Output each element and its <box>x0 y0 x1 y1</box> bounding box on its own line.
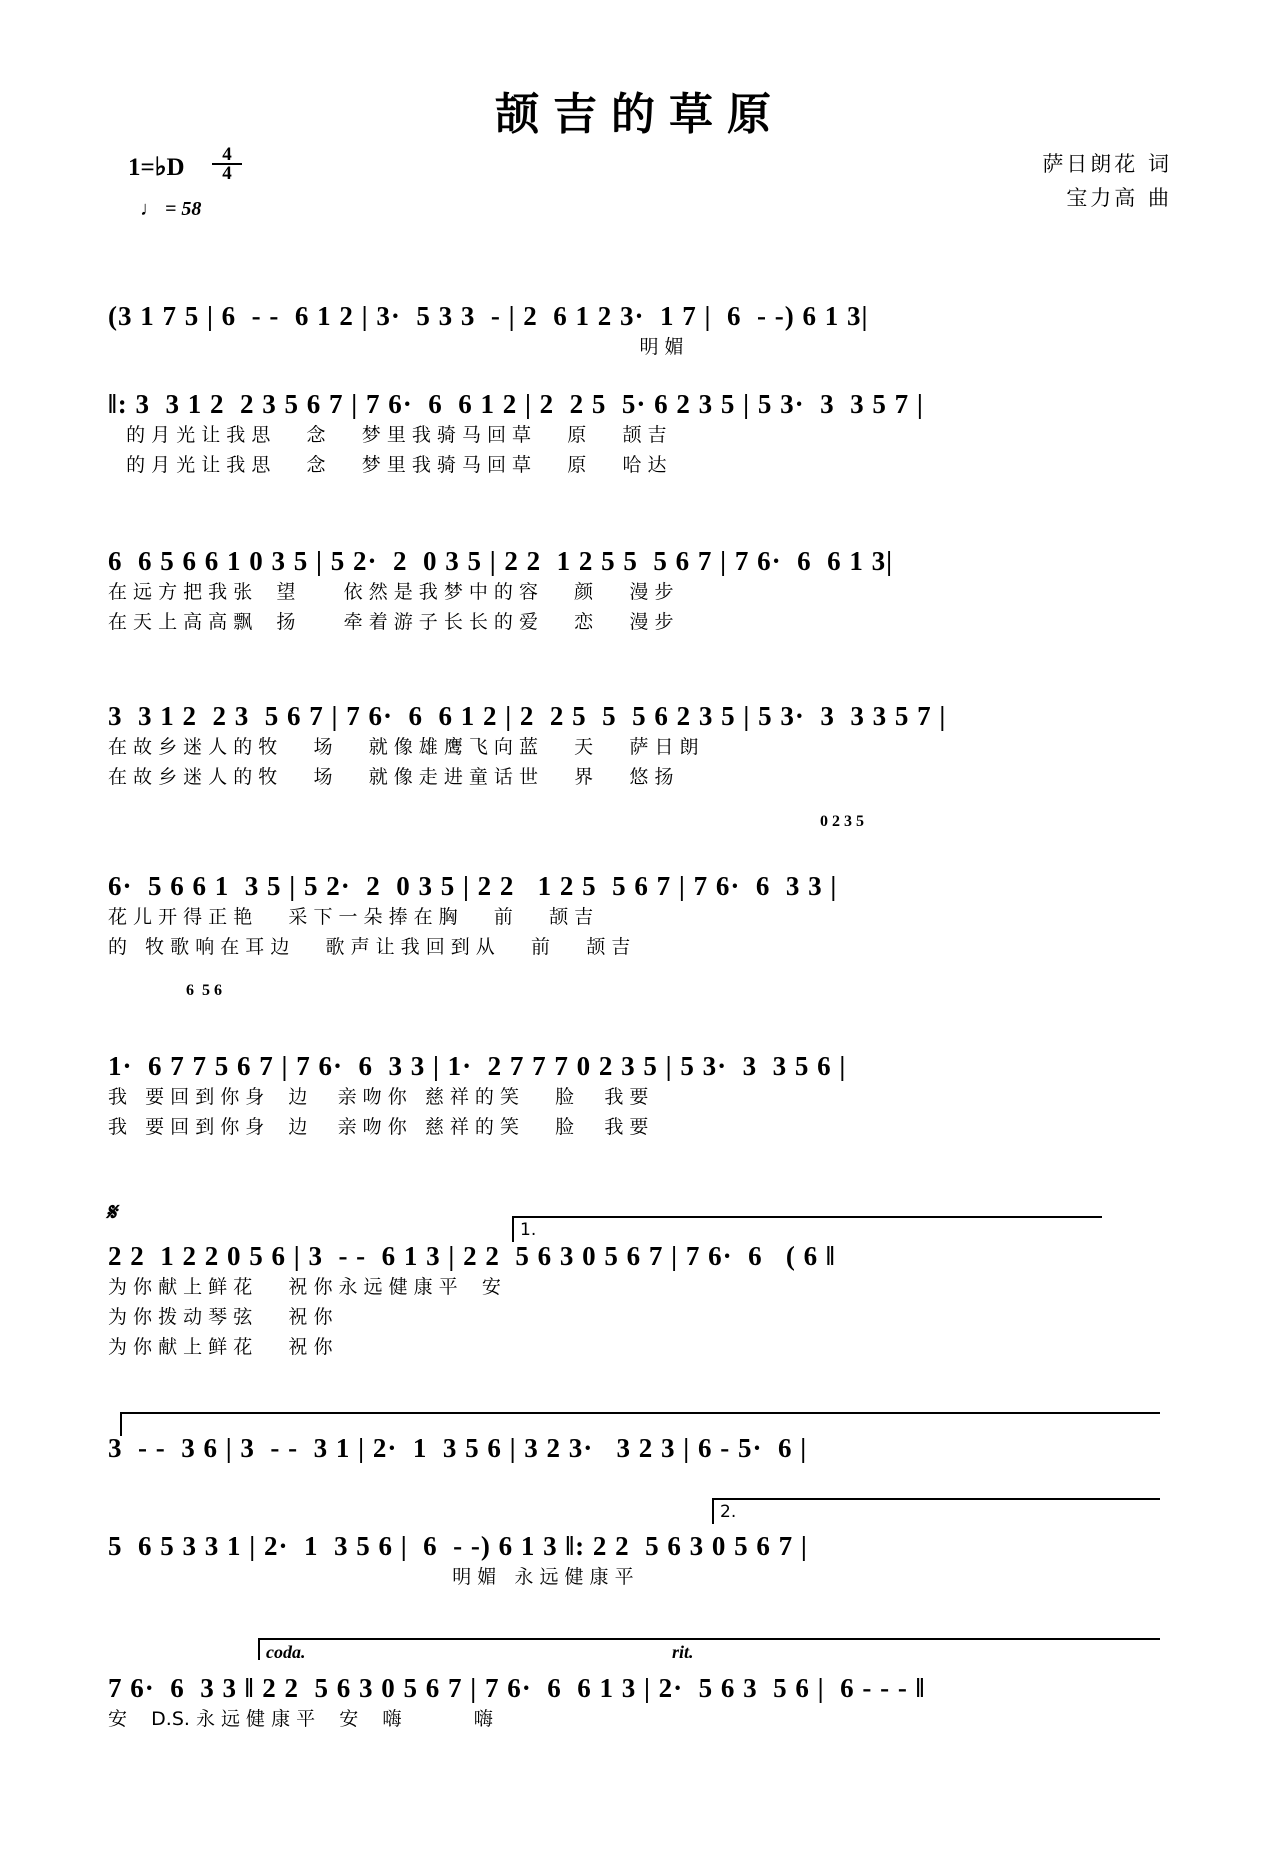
lyrics-verse-6-row-2: 为 你 拨 动 琴 弦 祝 你 <box>108 1306 333 1328</box>
system-coda-2 <box>108 1530 1178 1592</box>
lyrics-verse-6-row-1: 为 你 献 上 鲜 花 祝 你 永 远 健 康 平 安 <box>108 1276 501 1298</box>
time-signature-denominator: 4 <box>222 163 232 184</box>
system-verse-2 <box>108 545 1178 637</box>
system-verse-5 <box>108 1050 1178 1142</box>
lyrics-verse-3-row-1: 在 故 乡 迷 人 的 牧 场 就 像 雄 鹰 飞 向 蓝 天 萨 日 朗 <box>108 736 699 758</box>
lyrics-verse-1-row-2: 的 月 光 让 我 思 念 梦 里 我 骑 马 回 草 原 哈 达 <box>108 454 667 476</box>
notes-coda-2: 5 6 5 3 3 1 | 2· 1 3 5 6 | 6 - -) 6 1 3 ‖: 2 2 5 6 3 0 5 6 7 | <box>108 1531 808 1561</box>
time-signature <box>212 146 242 182</box>
notes-verse-4: 6· 5 6 6 1 3 5 | 5 2· 2 0 3 5 | 2 2 1 2 5 5 6 7 | 7 6· 6 3 3 | <box>108 871 838 901</box>
lyrics-verse-5-row-2: 我 要 回 到 你 身 边 亲 吻 你 慈 祥 的 笑 脸 我 要 <box>108 1116 649 1138</box>
lyrics-verse-6-row-3: 为 你 献 上 鲜 花 祝 你 <box>108 1336 333 1358</box>
lyrics-verse-4-row-2: 的 牧 歌 响 在 耳 边 歌 声 让 我 回 到 从 前 颉 吉 <box>108 936 631 958</box>
lyrics-intro-1: 明 媚 <box>108 336 684 358</box>
lyrics-verse-5-row-1: 我 要 回 到 你 身 边 亲 吻 你 慈 祥 的 笑 脸 我 要 <box>108 1086 649 1108</box>
notes-coda-1: 3 - - 3 6 | 3 - - 3 1 | 2· 1 3 5 6 | 3 2 3· 3 2 3 | 6 - 5· 6 | <box>108 1433 808 1463</box>
notes-verse-6: 2 2 1 2 2 0 5 6 | 3 - - 6 1 3 | 2 2 5 6 3 0 5 6 7 | 7 6· 6 ( 6 ‖ <box>108 1241 836 1271</box>
coda-label: coda. <box>266 1642 306 1662</box>
system-verse-1 <box>108 388 1178 480</box>
system-coda-1 <box>108 1432 1178 1464</box>
segno-icon: 𝄋 <box>106 1200 117 1226</box>
second-ending-bracket-tick <box>712 1498 714 1524</box>
coda-bracket-line-1 <box>120 1412 1160 1414</box>
lyrics-verse-2-row-2: 在 天 上 高 高 飘 扬 牵 着 游 子 长 长 的 爱 恋 漫 步 <box>108 611 674 633</box>
rit-label: rit. <box>672 1642 694 1662</box>
notes-verse-1: ‖: 3 3 1 2 2 3 5 6 7 | 7 6· 6 6 1 2 | 2 2 5 5· 6 2 3 5 | 5 3· 3 3 5 7 | <box>108 389 924 419</box>
notes-intro: (3 1 7 5 | 6 - - 6 1 2 | 3· 5 3 3 - | 2 6 1 2 3· 1 7 | 6 - -) 6 1 3| <box>108 301 869 331</box>
small-notes-verse-4: 6 5 6 <box>186 982 222 999</box>
system-coda-3 <box>108 1672 1178 1734</box>
coda-bracket-tick-2 <box>258 1638 260 1660</box>
first-ending-bracket-line <box>512 1216 1102 1218</box>
coda-bracket-line-2 <box>258 1638 1160 1640</box>
lyrics-verse-1-row-1: 的 月 光 让 我 思 念 梦 里 我 骑 马 回 草 原 颉 吉 <box>108 424 667 446</box>
page-title: 颉吉的草原 <box>495 89 785 140</box>
second-ending-bracket-line <box>712 1498 1160 1500</box>
system-verse-6 <box>108 1240 1178 1362</box>
tempo-marking: ♩ = 58 <box>140 198 202 220</box>
first-ending-label: 1. <box>520 1220 537 1240</box>
time-signature-numerator: 4 <box>212 146 242 165</box>
system-intro <box>108 300 1178 362</box>
first-ending-bracket-tick <box>512 1216 514 1242</box>
lyrics-coda-3: 安 D.S. 永 远 健 康 平 安 嗨 嗨 <box>108 1708 493 1730</box>
lyrics-verse-3-row-2: 在 故 乡 迷 人 的 牧 场 就 像 走 进 童 话 世 界 悠 扬 <box>108 766 674 788</box>
composer-credit: 宝力高 曲 <box>1066 186 1172 210</box>
lyrics-verse-4-row-1: 花 儿 开 得 正 艳 采 下 一 朵 捧 在 胸 前 颉 吉 <box>108 906 594 928</box>
small-notes-verse-3: 0 2 3 5 <box>820 813 864 830</box>
second-ending-label: 2. <box>720 1502 737 1522</box>
lyricist-credit: 萨日朗花 词 <box>1042 152 1172 176</box>
key-signature: 1=♭D <box>128 154 185 181</box>
lyrics-verse-2-row-1: 在 远 方 把 我 张 望 依 然 是 我 梦 中 的 容 颜 漫 步 <box>108 581 674 603</box>
notes-coda-3: 7 6· 6 3 3 ‖ 2 2 5 6 3 0 5 6 7 | 7 6· 6 6 1 3 | 2· 5 6 3 5 6 | 6 - - - ‖ <box>108 1673 926 1703</box>
system-verse-4 <box>108 870 1178 962</box>
lyrics-coda-2: 明 媚 永 远 健 康 平 <box>108 1566 634 1588</box>
notes-verse-3: 3 3 1 2 2 3 5 6 7 | 7 6· 6 6 1 2 | 2 2 5 5 5 6 2 3 5 | 5 3· 3 3 3 5 7 | <box>108 701 947 731</box>
notes-verse-2: 6 6 5 6 6 1 0 3 5 | 5 2· 2 0 3 5 | 2 2 1 2 5 5 5 6 7 | 7 6· 6 6 1 3| <box>108 546 894 576</box>
system-verse-3 <box>108 700 1178 792</box>
notes-verse-5: 1· 6 7 7 5 6 7 | 7 6· 6 3 3 | 1· 2 7 7 7 0 2 3 5 | 5 3· 3 3 5 6 | <box>108 1051 847 1081</box>
